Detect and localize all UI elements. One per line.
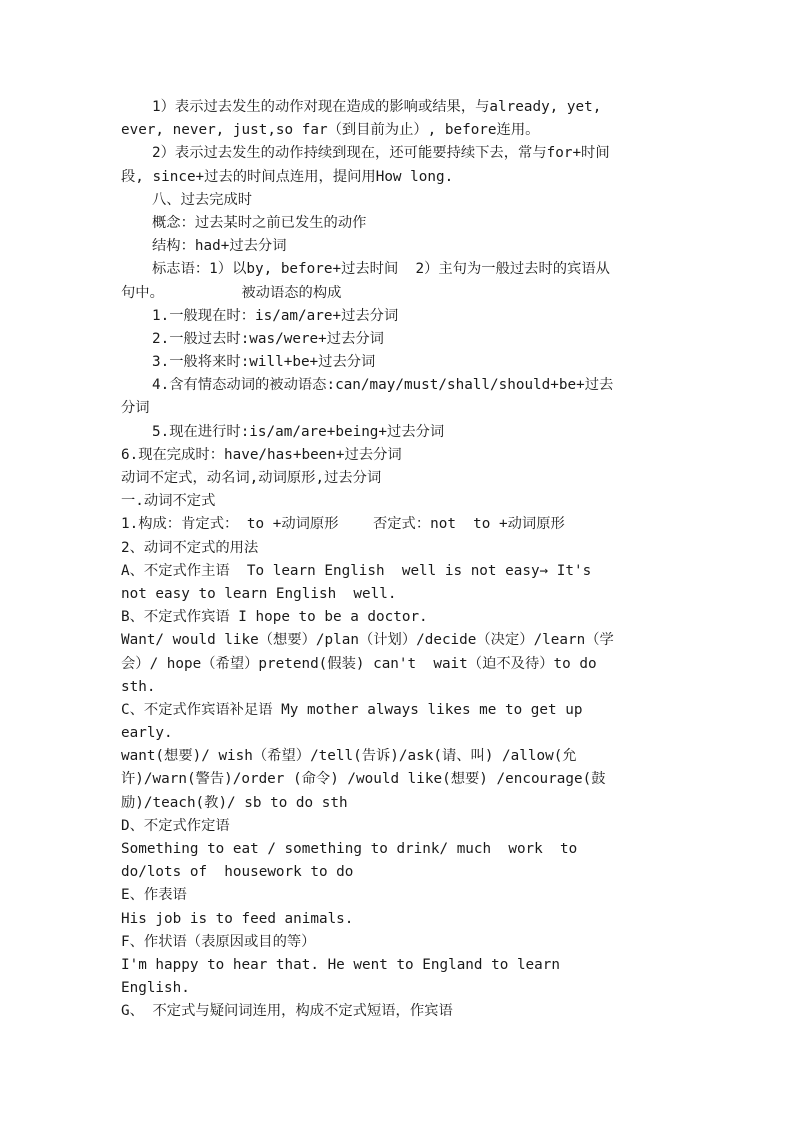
text-line: 1.构成：肯定式： to +动词原形 否定式：not to +动词原形 [121, 516, 565, 533]
text-line: do/lots of housework to do [121, 864, 354, 881]
text-line: ever, never, just,so far（到目前为止）, before连用。 [121, 122, 540, 139]
text-line: 励)/teach(教)/ sb to do sth [121, 794, 348, 811]
text-line: 2.一般过去时:was/were+过去分词 [152, 330, 384, 347]
text-line: 1.一般现在时：is/am/are+过去分词 [152, 307, 399, 324]
text-line: His job is to feed animals. [121, 910, 354, 927]
text-line: I'm happy to hear that. He went to England to learn [121, 956, 560, 973]
text-line: early. [121, 725, 173, 742]
text-line: 句中。 被动语态的构成 [121, 284, 342, 301]
text-line: not easy to learn English well. [121, 585, 397, 602]
text-line: 分词 [121, 400, 150, 417]
text-line: 3.一般将来时:will+be+过去分词 [152, 354, 376, 371]
text-line: C、不定式作宾语补足语 My mother always likes me to get up [121, 701, 583, 718]
text-line: Want/ would like（想要）/plan（计划）/decide（决定）/learn（学 [121, 632, 614, 649]
text-line: 2）表示过去发生的动作持续到现在，还可能要持续下去，常与for+时间 [152, 145, 610, 162]
text-line: English. [121, 980, 190, 997]
text-line: 4.含有情态动词的被动语态:can/may/must/shall/should+be+过去 [152, 377, 614, 394]
text-line: 八、过去完成时 [152, 191, 253, 208]
text-line: 许)/warn(警告)/order (命令) /would like(想要) /encourage(鼓 [121, 771, 606, 788]
text-line: 一.动词不定式 [121, 493, 216, 510]
text-line: F、作状语（表原因或目的等） [121, 933, 316, 950]
text-line: want(想要)/ wish（希望）/tell(告诉)/ask(请、叫) /allow(允 [121, 748, 577, 765]
text-line: 5.现在进行时:is/am/are+being+过去分词 [152, 423, 445, 440]
text-line: 动词不定式，动名词,动词原形,过去分词 [121, 470, 382, 486]
text-line: sth. [121, 678, 156, 695]
text-line: 1）表示过去发生的动作对现在造成的影响或结果，与already, yet, [152, 99, 602, 115]
text-line: 6.现在完成时：have/has+been+过去分词 [121, 446, 402, 463]
text-line: G、 不定式与疑问词连用，构成不定式短语，作宾语 [121, 1003, 453, 1020]
text-line: B、不定式作宾语 I hope to be a doctor. [121, 609, 428, 626]
text-line: 段, since+过去的时间点连用，提问用How long. [121, 168, 454, 185]
text-line: 标志语：1）以by, before+过去时间 2）主句为一般过去时的宾语从 [152, 261, 610, 278]
text-line: 2、动词不定式的用法 [121, 539, 259, 556]
text-line: Something to eat / something to drink/ much work to [121, 841, 578, 857]
text-line: 结构：had+过去分词 [152, 238, 287, 255]
text-line: E、作表语 [121, 887, 187, 904]
text-line: A、不定式作主语 To learn English well is not easy→ It's [121, 562, 592, 579]
text-line: 会）/ hope（希望）pretend(假装) can't wait（迫不及待）to do [121, 655, 597, 672]
text-line: D、不定式作定语 [121, 817, 230, 834]
text-line: 概念：过去某时之前已发生的动作 [152, 214, 367, 231]
